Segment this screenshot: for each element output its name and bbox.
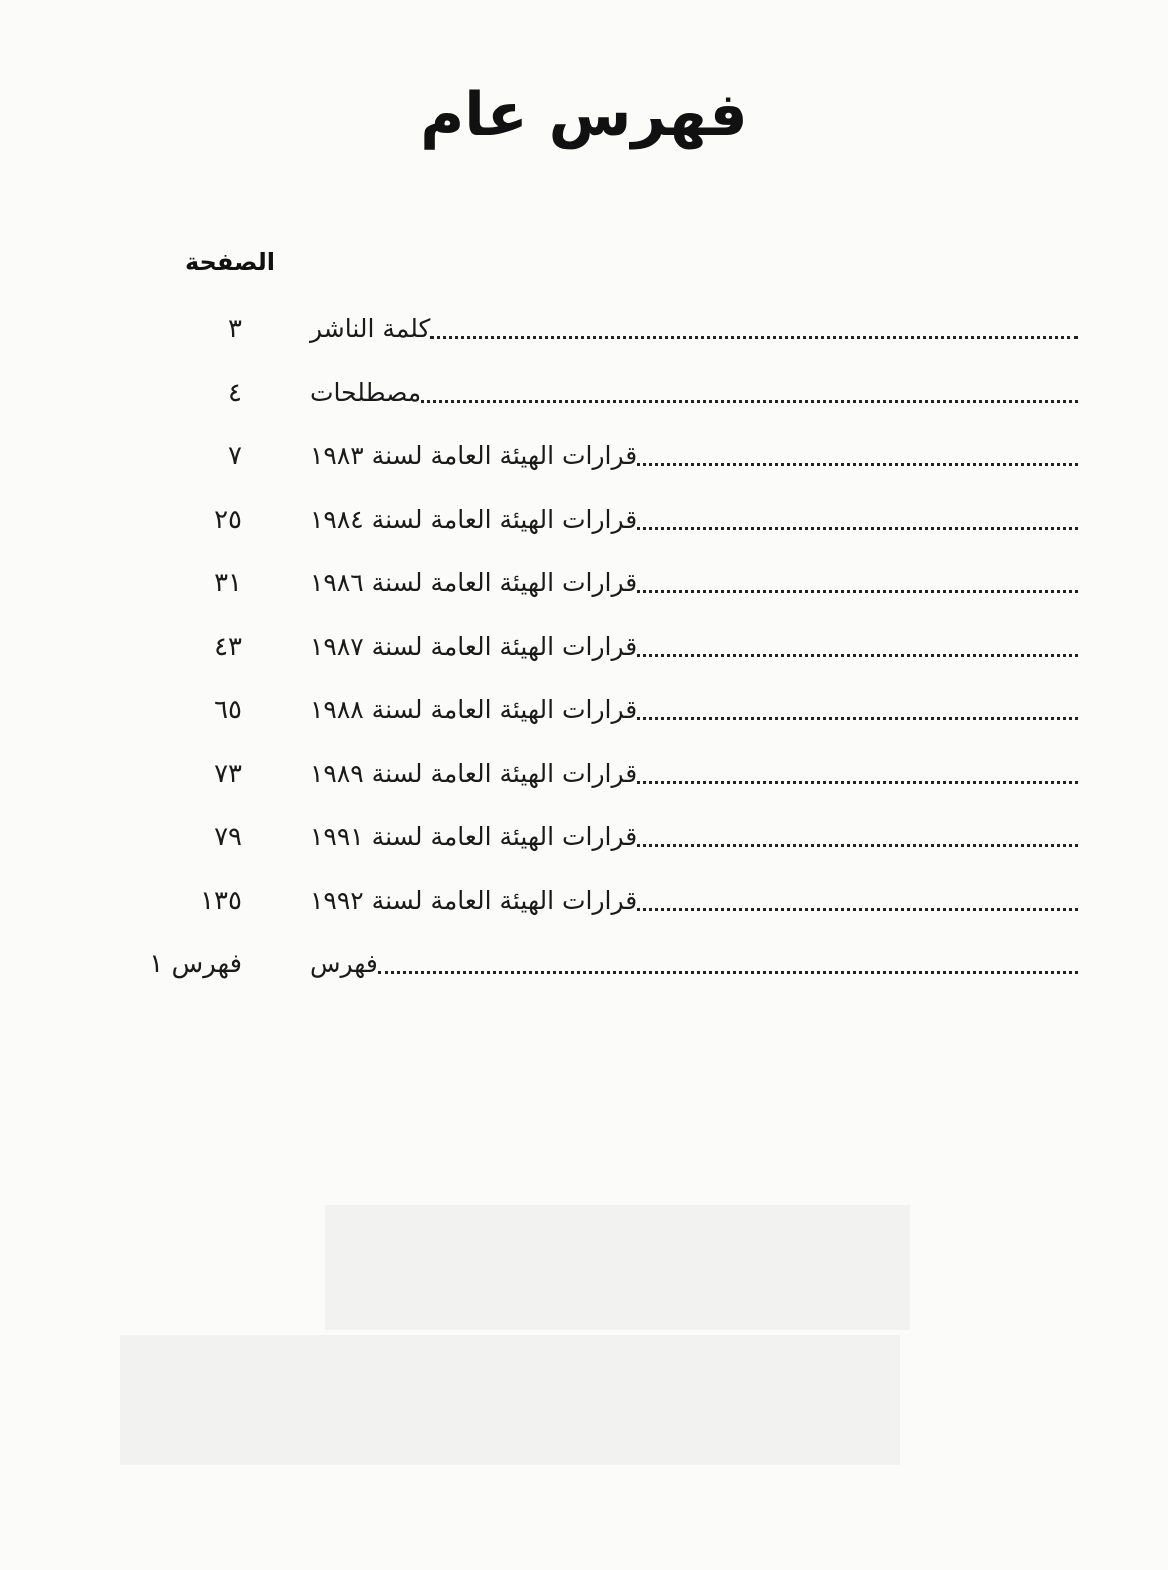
toc-page-number: ٣١ xyxy=(214,568,242,598)
toc-entry-title: قرارات الهيئة العامة لسنة ١٩٨٣ xyxy=(310,441,638,470)
table-of-contents xyxy=(0,308,1168,1007)
toc-page-number: ٢٥ xyxy=(214,504,242,535)
dot-leader xyxy=(421,400,1078,403)
toc-entry xyxy=(300,505,1078,534)
dot-leader xyxy=(637,844,1078,847)
toc-entry xyxy=(300,314,1078,343)
toc-row xyxy=(0,562,1168,626)
dot-leader xyxy=(430,336,1078,339)
dot-leader xyxy=(637,527,1078,530)
toc-entry xyxy=(300,378,1078,407)
toc-entry-title: قرارات الهيئة العامة لسنة ١٩٩٢ xyxy=(310,885,638,915)
toc-page-number: ٤٣ xyxy=(214,631,242,662)
toc-page-number: ٧٣ xyxy=(214,758,242,789)
toc-row xyxy=(0,626,1168,690)
dot-leader xyxy=(637,590,1078,593)
dot-leader xyxy=(637,717,1078,720)
toc-entry xyxy=(300,822,1078,851)
toc-entry-title: قرارات الهيئة العامة لسنة ١٩٨٤ xyxy=(310,504,638,534)
toc-page-number: فهرس ١ xyxy=(149,949,242,979)
page-column-header: الصفحة xyxy=(184,248,275,276)
toc-row xyxy=(0,499,1168,563)
toc-entry xyxy=(300,949,1078,978)
toc-row xyxy=(0,943,1168,1007)
toc-entry-title: قرارات الهيئة العامة لسنة ١٩٨٨ xyxy=(310,695,638,724)
toc-entry xyxy=(300,886,1078,915)
dot-leader xyxy=(637,654,1078,657)
toc-entry-title: فهرس xyxy=(310,949,378,978)
toc-entry-title: مصطلحات xyxy=(310,377,422,407)
toc-entry xyxy=(300,632,1078,661)
toc-page-number: ٧٩ xyxy=(214,822,242,852)
toc-page-number: ٦٥ xyxy=(214,695,242,725)
toc-page-number: ١٣٥ xyxy=(200,885,242,916)
bleed-through-shadow-lower xyxy=(120,1335,900,1465)
toc-page-number: ٣ xyxy=(228,314,242,344)
toc-entry-title: قرارات الهيئة العامة لسنة ١٩٨٧ xyxy=(310,631,638,661)
toc-row xyxy=(0,753,1168,817)
toc-row xyxy=(0,816,1168,880)
toc-page-number: ٧ xyxy=(228,441,242,471)
dot-leader xyxy=(637,908,1078,911)
toc-entry-title: كلمة الناشر xyxy=(310,314,431,343)
toc-entry xyxy=(300,441,1078,470)
toc-entry xyxy=(300,759,1078,788)
dot-leader xyxy=(637,463,1078,466)
toc-row xyxy=(0,689,1168,753)
toc-entry-title: قرارات الهيئة العامة لسنة ١٩٨٩ xyxy=(310,758,638,788)
toc-row xyxy=(0,308,1168,372)
toc-row xyxy=(0,372,1168,436)
bleed-through-shadow-upper xyxy=(325,1205,910,1330)
dot-leader xyxy=(637,781,1078,784)
toc-page-number: ٤ xyxy=(228,377,242,408)
toc-row xyxy=(0,880,1168,944)
toc-entry xyxy=(300,568,1078,597)
dot-leader xyxy=(378,971,1078,974)
toc-entry xyxy=(300,695,1078,724)
page-title: فهرس عام xyxy=(420,80,748,150)
toc-row xyxy=(0,435,1168,499)
toc-entry-title: قرارات الهيئة العامة لسنة ١٩٨٦ xyxy=(310,568,638,597)
toc-entry-title: قرارات الهيئة العامة لسنة ١٩٩١ xyxy=(310,822,638,851)
